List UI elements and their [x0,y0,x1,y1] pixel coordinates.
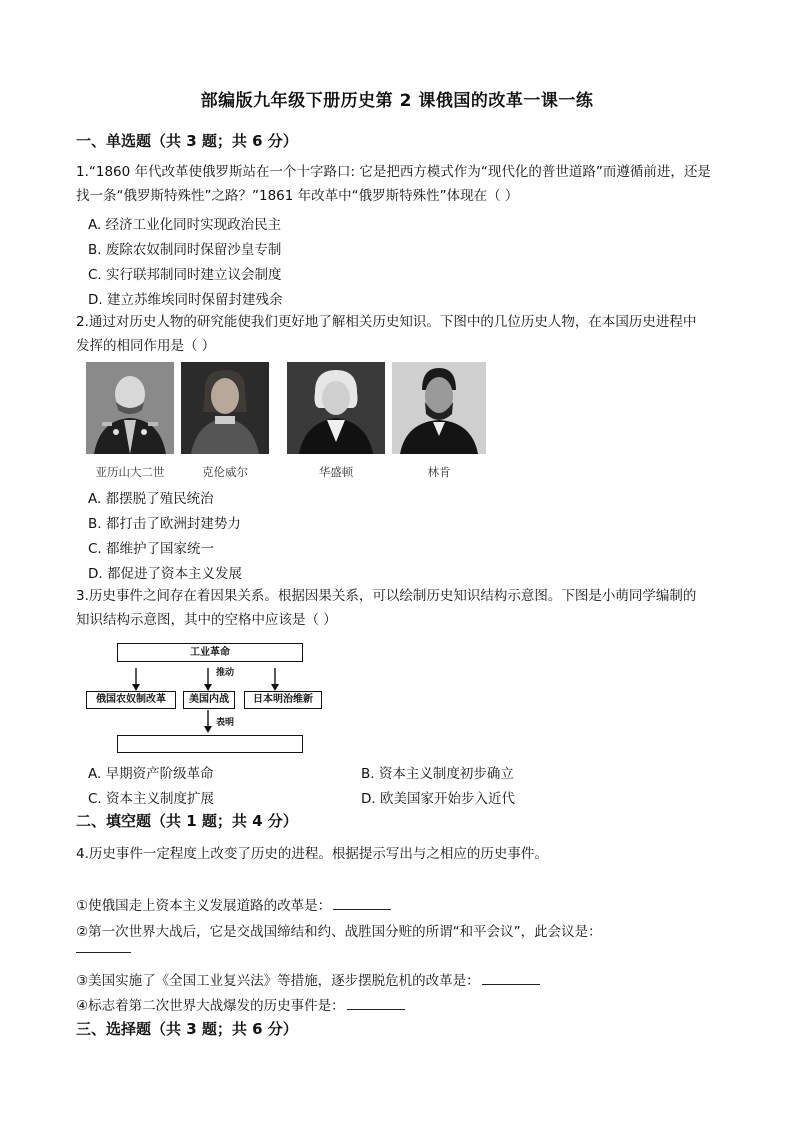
question-4-line-1: 4.历史事件一定程度上改变了历史的进程。根据提示写出与之相应的历史事件。 [76,846,548,862]
q2-option-d[interactable]: D. 都促进了资本主义发展 [88,566,242,582]
question-1-line-1: 1.“1860 年代改革使俄罗斯站在一个十字路口: 它是把西方模式作为“现代化的普世道路”而遵循前进，还是 [76,164,711,180]
q2-option-a[interactable]: A. 都摆脱了殖民统治 [88,491,214,507]
diagram-label-push: 推动 [216,668,235,678]
question-3-line-1: 3.历史事件之间存在着因果关系。根据因果关系，可以绘制历史知识结构示意图。下图是小萌同学编制的 [76,588,697,604]
q2-option-c[interactable]: C. 都维护了国家统一 [88,541,215,557]
section-heading-single-choice: 一、单选题（共 3 题；共 6 分） [76,132,298,150]
diagram-box-russia: 俄国农奴制改革 [86,691,176,709]
caption-washington: 华盛顿 [318,465,354,479]
portrait-alexander-ii [86,362,174,454]
q4-item-2: ②第一次世界大战后，它是交战国缔结和约、战胜国分赃的所谓“和平会议”，此会议是： [76,924,602,940]
q4-blank-1[interactable] [333,896,391,910]
diagram-label-show: 表明 [216,718,235,728]
q3-option-b[interactable]: B. 资本主义制度初步确立 [361,766,514,782]
q4-blank-3[interactable] [482,971,540,985]
q3-option-c[interactable]: C. 资本主义制度扩展 [88,791,215,807]
q4-item-3-text: ③美国实施了《全国工业复兴法》等措施，逐步摆脱危机的改革是： [76,973,480,989]
q4-item-4-text: ④标志着第二次世界大战爆发的历史事件是： [76,998,345,1014]
q1-option-c[interactable]: C. 实行联邦制同时建立议会制度 [88,267,282,283]
diagram-top-box: 工业革命 [117,643,303,662]
question-1-line-2: 找一条“俄罗斯特殊性”之路？”1861 年改革中“俄罗斯特殊性”体现在（ ） [76,188,519,204]
caption-lincoln: 林肯 [427,465,451,479]
question-2-line-1: 2.通过对历史人物的研究能使我们更好地了解相关历史知识。下图中的几位历史人物，在本国历史进程中 [76,314,697,330]
q3-option-a[interactable]: A. 早期资产阶级革命 [88,766,214,782]
diagram-box-us-civil-war: 美国内战 [183,691,235,709]
portrait-washington [287,362,385,454]
diagram-blank-box[interactable] [117,735,303,753]
caption-cromwell: 克伦威尔 [202,465,248,479]
question-3-line-2: 知识结构示意图，其中的空格中应该是（ ） [76,612,337,628]
q1-option-b[interactable]: B. 废除农奴制同时保留沙皇专制 [88,242,282,258]
q2-option-b[interactable]: B. 都打击了欧洲封建势力 [88,516,241,532]
q1-option-d[interactable]: D. 建立苏维埃同时保留封建残余 [88,292,283,308]
portrait-cromwell [181,362,269,454]
q4-item-4 [76,994,405,1014]
q4-blank-4[interactable] [347,996,405,1010]
caption-alexander-ii: 亚历山大二世 [95,465,165,479]
q4-blank-2[interactable] [76,952,131,953]
page-title: 部编版九年级下册历史第 2 课俄国的改革一课一练 [200,91,594,111]
section-heading-fill-in: 二、填空题（共 1 题；共 4 分） [76,812,298,830]
q4-item-1 [76,894,391,914]
q1-option-a[interactable]: A. 经济工业化同时实现政治民主 [88,217,282,233]
section-heading-choice: 三、选择题（共 3 题；共 6 分） [76,1020,298,1038]
question-2-line-2: 发挥的相同作用是（ ） [76,338,216,354]
diagram-box-meiji: 日本明治维新 [244,691,322,709]
q4-item-3 [76,969,540,989]
portrait-lincoln [392,362,486,454]
q3-option-d[interactable]: D. 欧美国家开始步入近代 [361,791,515,807]
q4-item-1-text: ①使俄国走上资本主义发展道路的改革是： [76,898,332,914]
